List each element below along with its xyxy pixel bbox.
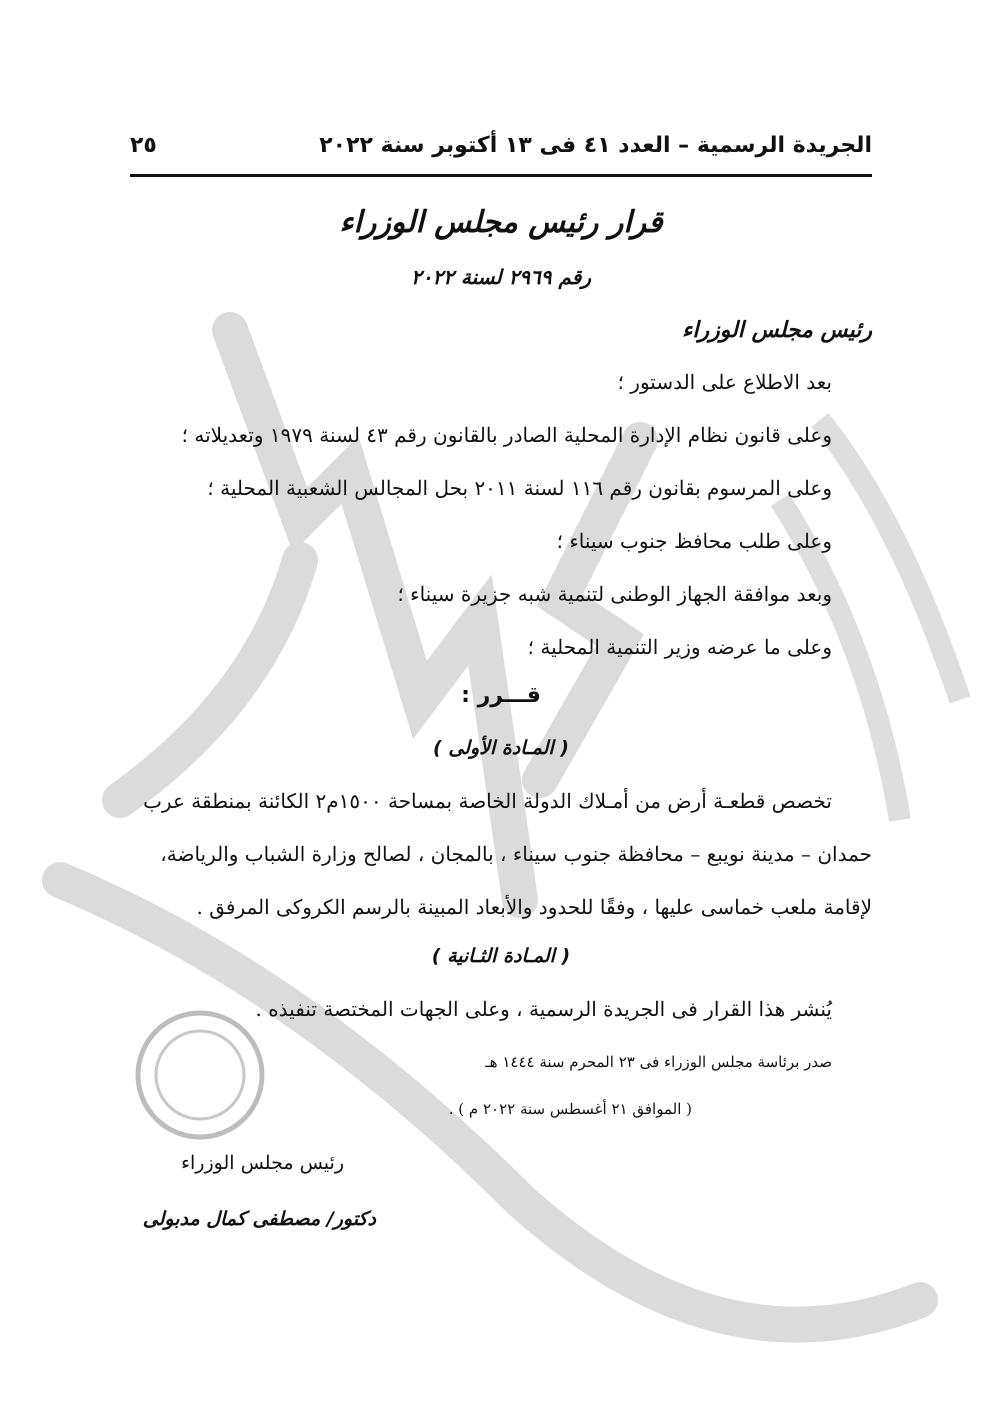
issued-date-gregorian: ( الموافق ٢١ أغسطس سنة ٢٠٢٢ م ) . bbox=[448, 1100, 692, 1118]
article-1-text bbox=[130, 787, 872, 937]
preamble-item: وبعد موافقة الجهاز الوطنى لتنمية شبه جزيرة سيناء ؛ bbox=[397, 582, 832, 606]
signature-title: رئيس مجلس الوزراء bbox=[181, 1152, 344, 1174]
preamble-list bbox=[132, 368, 832, 686]
watermark-seal-inner bbox=[156, 1031, 244, 1119]
article-1-heading: ( المـادة الأولى ) bbox=[433, 737, 569, 759]
article-2-text: يُنشر هذا القرار فى الجريدة الرسمية ، وعلى الجهات المختصة تنفيذه . bbox=[255, 997, 832, 1021]
header-divider bbox=[130, 174, 872, 177]
article-1-line: تخصص قطعـة أرض من أمـلاك الدولة الخاصة بمساحة ١٥٠٠م٢ الكائنة بمنطقة عرب bbox=[143, 789, 832, 813]
page-header bbox=[130, 128, 872, 162]
preamble-item: وعلى قانون نظام الإدارة المحلية الصادر بالقانون رقم ٤٣ لسنة ١٩٧٩ وتعديلاته ؛ bbox=[181, 423, 832, 447]
preamble-item: وعلى ما عرضه وزير التنمية المحلية ؛ bbox=[527, 635, 832, 659]
preamble-item: وعلى المرسوم بقانون رقم ١١٦ لسنة ٢٠١١ بحل المجالس الشعبية المحلية ؛ bbox=[207, 476, 832, 500]
article-1-line: حمدان – مدينة نويبع – محافظة جنوب سيناء ، بالمجان ، لصالح وزارة الشباب والرياضة، bbox=[160, 842, 872, 866]
preamble-item: بعد الاطلاع على الدستور ؛ bbox=[617, 370, 832, 394]
preamble-item: وعلى طلب محافظ جنوب سيناء ؛ bbox=[556, 529, 832, 553]
watermark-stroke bbox=[820, 420, 960, 700]
journal-issue-line: الجريدة الرسمية – العدد ٤١ فى ١٣ أكتوبر سنة ٢٠٢٢ bbox=[319, 132, 872, 158]
decree-label: قـــرر : bbox=[461, 683, 541, 708]
article-1-line: لإقامة ملعب خماسى عليها ، وفقًا للحدود والأبعاد المبينة بالرسم الكروكى المرفق . bbox=[196, 895, 872, 919]
decree-number: رقم ٢٩٦٩ لسنة ٢٠٢٢ bbox=[410, 265, 592, 289]
issuer-heading: رئيس مجلس الوزراء bbox=[682, 318, 872, 343]
page-number: ٢٥ bbox=[130, 132, 157, 158]
watermark-seal bbox=[138, 1013, 262, 1137]
decree-title: قرار رئيس مجلس الوزراء bbox=[339, 205, 663, 240]
article-2-heading: ( المـادة الثـانية ) bbox=[431, 945, 571, 967]
signature-name: دكتور/ مصطفى كمال مدبولى bbox=[142, 1208, 376, 1230]
issued-date-hijri: صدر برئاسة مجلس الوزراء فى ٢٣ المحرم سنة ١٤٤٤ هـ bbox=[485, 1053, 832, 1071]
